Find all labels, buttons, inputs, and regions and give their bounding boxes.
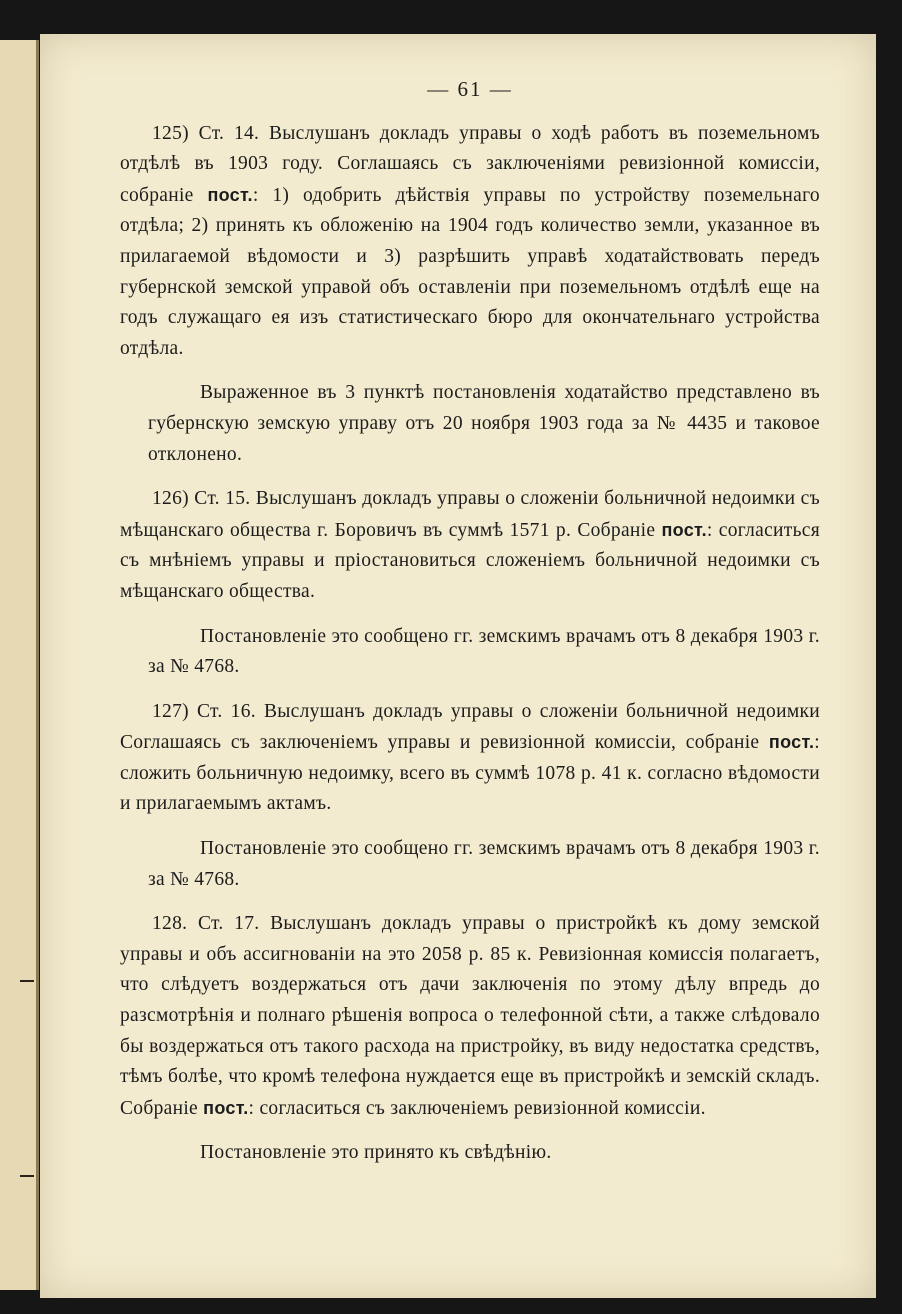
resolution-text: : согласиться съ заключеніемъ ревизіонной комиссіи. xyxy=(248,1097,706,1119)
book-page xyxy=(40,34,876,1298)
note-128: Постановленіе это принято къ свѣдѣнію. xyxy=(200,1142,552,1164)
page-edge-mark xyxy=(20,980,34,982)
resolution-text: : согласиться съ мнѣніемъ управы и пріостановиться сложеніемъ больничной недоимки съ мѣщанскаго общества. xyxy=(120,519,820,602)
resolution-128 xyxy=(120,909,820,1124)
page-number: — 61 — xyxy=(427,77,513,101)
note-126: Постановленіе это сообщено гг. земскимъ врачамъ отъ 8 декабря 1903 г. за № 4768. xyxy=(148,625,820,678)
resolution-text: 125) Ст. 14. Выслушанъ докладъ управы о ходѣ работъ въ поземельномъ отдѣлѣ въ 1903 году. Соглашаясь съ заключеніями ревизіонной комиссіи, собраніе xyxy=(120,122,820,206)
note-125: Выраженное въ 3 пунктѣ постановленія ходатайство представлено въ губернскую земскую управу отъ 20 ноября 1903 года за № 4435 и таковое отклонено. xyxy=(148,382,820,465)
resolution-text: 128. Ст. 17. Выслушанъ докладъ управы о пристройкѣ къ дому земской управы и объ ассигнованіи на это 2058 р. 85 к. Ревизіонная комиссія полагаетъ, что слѣдуетъ воздержаться отъ дачи заключенія по этому дѣлу впредь до разсмотрѣнія и полнаго рѣшенія вопроса о телефонной сѣти, а также слѣдовало бы воздержаться отъ такого расхода на пристройку, въ виду недостатка средствъ, тѣмъ болѣе, что кромѣ телефона нуждается еще въ пристройкѣ и земскій складъ. Собраніе xyxy=(120,913,820,1119)
resolution-text: : 1) одобрить дѣйствія управы по устройству поземельнаго отдѣла; 2) принять къ обложенію на 1904 годъ количество земли, указанное въ прилагаемой вѣдомости и 3) разрѣшить управѣ ходатайствовать передъ губернской земской управой объ оставленіи при поземельномъ отдѣлѣ еще на годъ служащаго ея изъ статистическаго бюро для окончательнаго устройства отдѣла. xyxy=(120,184,820,359)
resolution-126 xyxy=(120,484,820,607)
post-abbrev: пост. xyxy=(203,1097,249,1118)
resolution-text: 127) Ст. 16. Выслушанъ докладъ управы о сложеніи больничной недоимки Соглашаясь съ заключеніемъ управы и ревизіонной комиссіи, собраніе xyxy=(120,700,820,754)
post-abbrev: пост. xyxy=(207,184,253,205)
resolution-127 xyxy=(120,697,820,820)
post-abbrev: пост. xyxy=(768,732,815,753)
resolution-text: : сложить больничную недоимку, всего въ суммѣ 1078 р. 41 к. согласно вѣдомости и прилагаемымъ актамъ. xyxy=(120,732,820,815)
resolution-125 xyxy=(120,119,820,365)
resolution-text: 126) Ст. 15. Выслушанъ докладъ управы о сложеніи больничной недоимки съ мѣщанскаго общества г. Боровичъ въ суммѣ 1571 р. Собраніе xyxy=(120,488,820,541)
post-abbrev: пост. xyxy=(661,519,707,540)
adjacent-page-edge xyxy=(0,40,39,1290)
page-edge-mark xyxy=(20,1175,34,1177)
note-127: Постановленіе это сообщено гг. земскимъ врачамъ отъ 8 декабря 1903 г. за № 4768. xyxy=(148,838,820,890)
page-text xyxy=(120,74,820,1183)
